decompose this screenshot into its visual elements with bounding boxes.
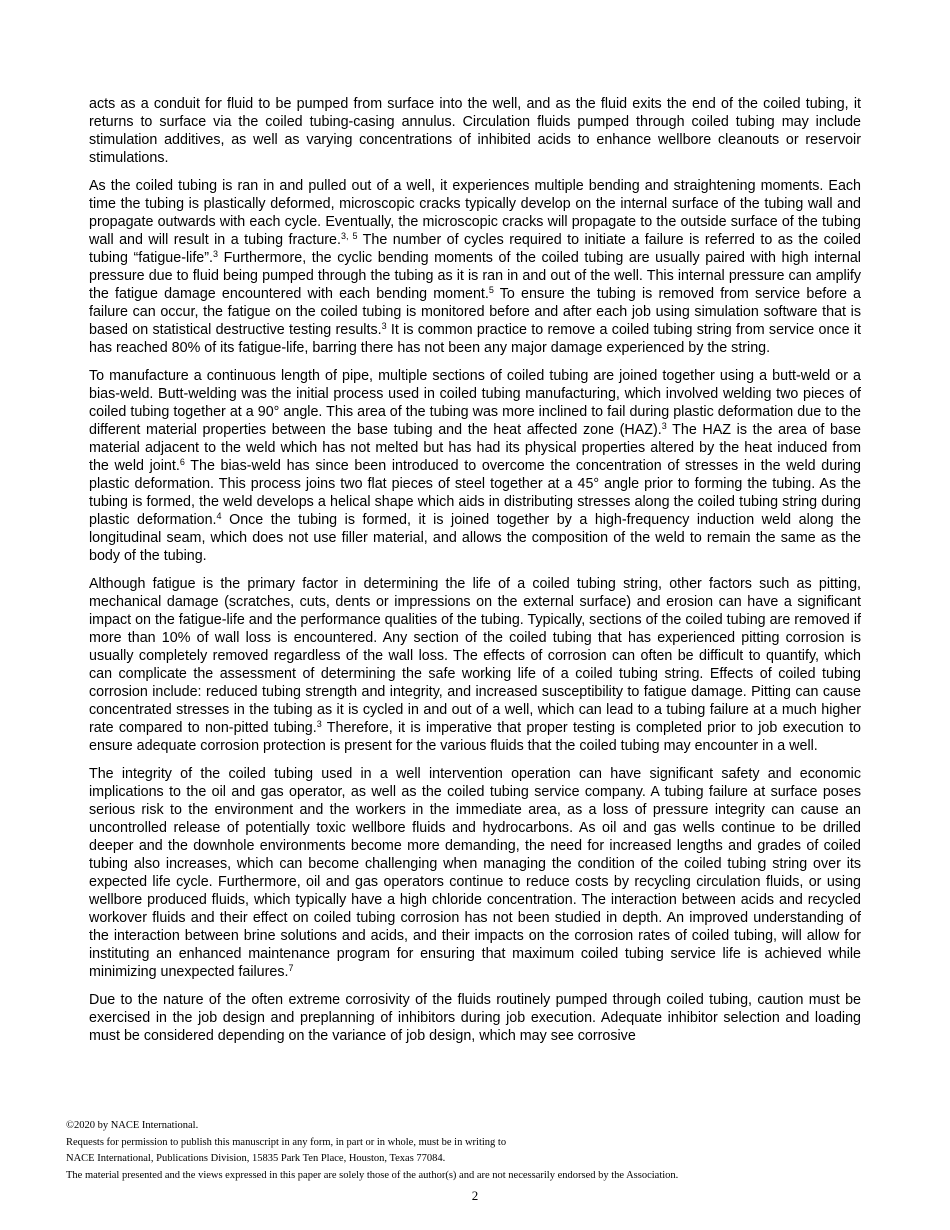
citation-superscript: 3 xyxy=(381,321,387,331)
body-paragraph xyxy=(89,367,861,565)
body-paragraph xyxy=(89,177,861,357)
text-run: The HAZ is the area of base material adjacent to the weld which has not melted but has had its physical properties altered by the heat induced from the weld joint. xyxy=(89,422,861,474)
permission-line: Requests for permission to publish this manuscript in any form, in part or in whole, must be in writing to xyxy=(66,1136,507,1148)
text-run: The number of cycles required to initiate a failure is referred to as the coiled tubing “fatigue-life”. xyxy=(89,232,862,266)
text-run: To manufacture a continuous length of pipe, multiple sections of coiled tubing are joined together using a butt-weld or a bias-weld. Butt-welding was the initial process used in coiled tubing manufacturing, which involved welding two pieces of coiled tubing together at a 90° angle. This area of the tubing was more inclined to fail during plastic deformation due to the different material properties between the base tubing and the heat affected zone (HAZ). xyxy=(89,368,861,438)
citation-superscript: 6 xyxy=(179,457,185,467)
citation-superscript: 3 xyxy=(212,249,218,259)
copyright-footer xyxy=(66,1118,886,1184)
citation-superscript: 3 xyxy=(316,719,322,729)
text-run: As the coiled tubing is ran in and pulled out of a well, it experiences multiple bending and straightening moments. Each time the tubing is plastically deformed, microscopic cracks typically develop on the internal surface of the tubing wall and propagate outwards with each cycle. Eventually, the microscopic cracks will propagate to the outside surface of the tubing wall and will result in a tubing fracture. xyxy=(89,178,861,248)
body-paragraph xyxy=(89,991,861,1045)
text-run: Due to the nature of the often extreme corrosivity of the fluids routinely pumped through coiled tubing, caution must be exercised in the job design and preplanning of inhibitors during job execution. Adequate inhibitor selection and loading must be considered depending on the variance of job design, which may see corrosive xyxy=(89,992,861,1044)
text-run: Furthermore, the cyclic bending moments of the coiled tubing are usually paired with high internal pressure due to fluid being pumped through the tubing as it is ran in and out of the well. This internal pressure can amplify the fatigue damage encountered with each bending moment. xyxy=(89,250,861,302)
body-paragraph xyxy=(89,95,861,167)
body-paragraph xyxy=(89,575,861,755)
text-run: Although fatigue is the primary factor in determining the life of a coiled tubing string, other factors such as pitting, mechanical damage (scratches, cuts, dents or impressions on the external surface) and erosion can have a significant impact on the fatigue-life and the performance qualities of the tubing. Typically, sections of the coiled tubing are removed if more than 10% of wall loss is encountered. Any section of the coiled tubing that has experienced pitting corrosion is usually completely removed regardless of the wall loss. The effects of corrosion can often be difficult to quantify, which can complicate the assessment of determining the safe working life of a coiled tubing string. Effects of coiled tubing corrosion include: reduced tubing strength and integrity, and increased susceptibility to fatigue damage. Pitting can cause concentrated stresses in the tubing as it is cycled in and out of a well, which can lead to a tubing failure at a much higher rate compared to non-pitted tubing. xyxy=(89,576,861,736)
text-run: It is common practice to remove a coiled tubing string from service once it has reached 80% of its fatigue-life, barring there has not been any major damage experienced by the string. xyxy=(89,322,861,356)
text-run: The integrity of the coiled tubing used in a well intervention operation can have significant safety and economic implications to the oil and gas operator, as well as the coiled tubing service company. A tubing failure at surface poses serious risk to the environment and the workers in the immediate area, as a loss of pressure integrity can cause an uncontrolled release of potentially toxic wellbore fluids and hydrocarbons. As oil and gas wells continue to be drilled deeper and the downhole environments become more demanding, the need for increased lengths and grades of coiled tubing also increases, which can become challenging when managing the condition of the coiled tubing string over its expected life cycle. Furthermore, oil and gas operators continue to reduce costs by recycling circulation fluids, or using wellbore produced fluids, which typically have a high chloride concentration. The interaction between acids and recycled workover fluids and their effect on coiled tubing corrosion has not been studied in depth. An improved understanding of the interaction between brine solutions and acids, and their impacts on the corrosion rates of coiled tubing, will allow for instituting an enhanced maintenance program for ensuring that maximum coiled tubing service life is achieved while minimizing unexpected failures. xyxy=(89,766,861,980)
page-number: 2 xyxy=(471,1188,479,1203)
citation-superscript: 4 xyxy=(216,511,222,521)
publisher-address-line: NACE International, Publications Division, 15835 Park Ten Place, Houston, Texas 77084. xyxy=(66,1153,446,1164)
citation-superscript: 7 xyxy=(288,963,294,973)
text-run: To ensure the tubing is removed from service before a failure can occur, the fatigue on the coiled tubing is monitored before and after each job using simulation software that is based on statistical destructive testing results. xyxy=(89,286,861,338)
citation-superscript: 3, 5 xyxy=(340,231,358,241)
citation-superscript: 5 xyxy=(488,285,494,295)
citation-superscript: 3 xyxy=(661,421,667,431)
text-run: The bias-weld has since been introduced to overcome the concentration of stresses in the weld during plastic deformation. This process joins two flat pieces of steel together at a 45° angle prior to forming the tubing. As the tubing is formed, the weld develops a helical shape which aids in distributing stresses along the coiled tubing string during plastic deformation. xyxy=(89,458,862,528)
disclaimer-line: The material presented and the views expressed in this paper are solely those of the author(s) and are not necessarily endorsed by the Association. xyxy=(66,1169,679,1181)
body-text xyxy=(89,95,861,1055)
copyright-line: ©2020 by NACE International. xyxy=(66,1120,199,1131)
text-run: Once the tubing is formed, it is joined together by a high-frequency induction weld along the longitudinal seam, which does not use filler material, and allows the composition of the weld to remain the same as the body of the tubing. xyxy=(89,512,862,564)
text-run: Therefore, it is imperative that proper testing is completed prior to job execution to ensure adequate corrosion protection is present for the various fluids that the coiled tubing may encounter in a well. xyxy=(89,720,861,754)
text-run: acts as a conduit for fluid to be pumped from surface into the well, and as the fluid exits the end of the coiled tubing, it returns to surface via the coiled tubing-casing annulus. Circulation fluids pumped through coiled tubing may include stimulation additives, as well as varying concentrations of inhibited acids to enhance wellbore cleanouts or reservoir stimulations. xyxy=(89,96,861,166)
body-paragraph xyxy=(89,765,861,981)
